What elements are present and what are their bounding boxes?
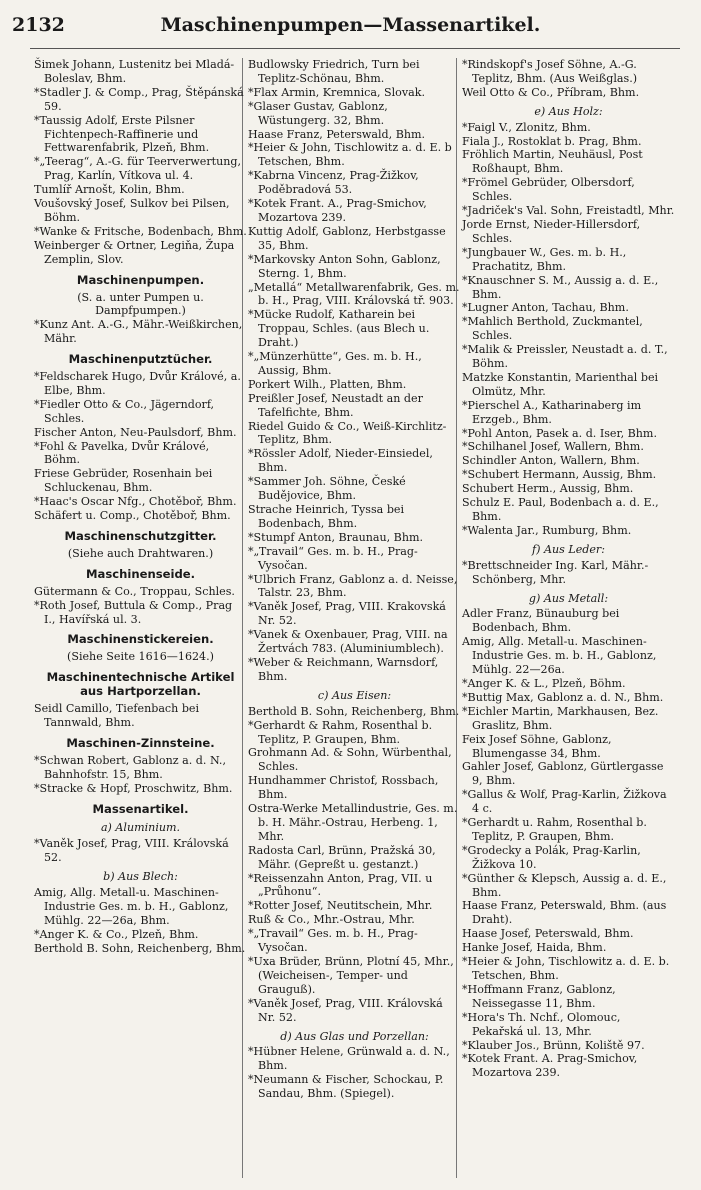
subsection-heading: e) Aus Holz: [534,104,603,118]
directory-entry: *„Teerag“, A.-G. für Teerverwertung, Prag, Karlín, Vítkova ul. 4. [34,155,242,183]
directory-entry: *Pohl Anton, Pasek a. d. Iser, Bhm. [462,426,657,440]
directory-entry: *Ulbrich Franz, Gablonz a. d. Neisse, Talstr. 23, Bhm. [248,572,458,600]
directory-entry: Hundhammer Christof, Rossbach, Bhm. [248,774,439,802]
section-heading: Maschinenschutzgitter. [64,529,217,543]
directory-entry: *„Travail“ Ges. m. b. H., Prag-Vysočan. [248,927,418,955]
directory-entry: *Malik & Preissler, Neustadt a. d. T., Böhm. [462,343,668,371]
column-left [34,58,247,956]
directory-entry: *Buttig Max, Gablonz a. d. N., Bhm. [462,690,664,704]
directory-entry: *Glaser Gustav, Gablonz, Wüstungerg. 32, Bhm. [248,99,388,127]
directory-entry: Budlowsky Friedrich, Turn bei Teplitz-Schönau, Bhm. [248,58,420,85]
directory-entry: Fröhlich Martin, Neuhäusl, Post Roßhaupt, Bhm. [462,148,643,176]
directory-entry: *Vaněk Josef, Prag, VIII. Krakovská Nr. 52. [248,600,446,628]
directory-entry: Strache Heinrich, Tyssa bei Bodenbach, Bhm. [248,503,405,530]
directory-entry: Grohmann Ad. & Sohn, Würbenthal, Schles. [248,746,452,774]
directory-entry: *Walenta Jar., Rumburg, Bhm. [462,523,632,537]
directory-entry: Schindler Anton, Wallern, Bhm. [462,454,640,468]
column-right [462,58,675,1080]
subsection-heading: f) Aus Leder: [532,542,605,556]
directory-entry: *Reissenzahn Anton, Prag, VII. u „Průhonu“. [248,871,433,899]
directory-entry: Adler Franz, Bünauburg bei Bodenbach, Bhm. [462,607,620,635]
directory-entry: *Wanke & Fritsche, Bodenbach, Bhm. [34,224,247,238]
directory-entry: *Schubert Hermann, Aussig, Bhm. [462,468,657,482]
directory-entry: *Klauber Jos., Brünn, Koliště 97. [462,1038,645,1052]
section-heading: Maschinenputztücher. [68,352,213,367]
column-middle [248,58,461,1101]
directory-entry: *Neumann & Fischer, Schockau, P. Sandau, Bhm. (Spiegel). [248,1073,444,1101]
directory-entry: *Feldscharek Hugo, Dvůr Králové, a. Elbe, Bhm. [34,370,241,397]
directory-entry: Weinberger & Ortner, Legiňa, Župa Zemplin, Slov. [34,238,235,266]
directory-entry: Šimek Johann, Lustenitz bei Mladá-Boleslav, Bhm. [34,58,235,85]
directory-entry: *Grodecky a Polák, Prag-Karlin, Žižkova 10. [462,843,641,871]
directory-entry: *Uxa Brüder, Brünn, Plotní 45, Mhr., (Weicheisen-, Temper- und Grauguß). [248,955,454,996]
directory-entry: Amig, Allg. Metall-u. Maschinen-Industrie Ges. m. b. H., Gablonz, Mühlg. 22—26a. [462,635,657,677]
directory-entry: Haase Franz, Peterswald, Bhm. (aus Draht). [462,899,667,927]
directory-entry: *Schilhanel Josef, Wallern, Bhm. [462,440,644,454]
note: (S. a. unter Pumpen u. Dampfpumpen.) [77,290,204,318]
directory-entry: *„Travail“ Ges. m. b. H., Prag-Vysočan. [248,544,418,572]
directory-entry: Radosta Carl, Brünn, Pražská 30, Mähr. (Gepreßt u. gestanzt.) [248,843,436,871]
directory-entry: Voušovský Josef, Sulkov bei Pilsen, Böhm. [34,197,230,224]
directory-entry: *Sammer Joh. Söhne, České Budějovice, Bhm. [248,475,406,503]
directory-entry: *Gallus & Wolf, Prag-Karlin, Žižkova 4 c. [462,788,667,816]
directory-entry: *Mahlich Berthold, Zuckmantel, Schles. [462,315,643,343]
directory-entry: *Fohl & Pavelka, Dvůr Králové, Böhm. [34,439,210,467]
directory-entry: *Heier & John, Tischlowitz a. d. E. b. Tetschen, Bhm. [462,955,670,982]
header-rule [30,48,680,49]
directory-entry: *Stadler J. & Comp., Prag, Štěpánská 59. [34,85,244,113]
directory-entry: *Kotek Frant. A. Prag-Smichov, Mozartova 239. [462,1052,638,1080]
directory-entry: *Frömel Gebrüder, Olbersdorf, Schles. [462,176,635,204]
directory-entry: Haase Franz, Peterswald, Bhm. [248,127,426,141]
directory-entry: *Roth Josef, Buttula & Comp., Prag I., Havířská ul. 3. [34,598,233,626]
subsection-heading: b) Aus Blech: [103,870,178,884]
directory-entry: *Brettschneider Ing. Karl, Mähr.-Schönberg, Mhr. [462,558,649,586]
directory-entry: *„Münzerhütte“, Ges. m. b. H., Aussig, Bhm. [248,350,422,377]
subsection-heading: c) Aus Eisen: [317,688,392,702]
directory-entry: *Gerhardt u. Rahm, Rosenthal b. Teplitz, P. Graupen, Bhm. [462,816,647,843]
directory-entry: *Stumpf Anton, Braunau, Bhm. [248,530,424,544]
directory-entry: *Hoffmann Franz, Gablonz, Neissegasse 11, Bhm. [462,982,616,1010]
directory-entry: *Anger K. & L., Plzeň, Böhm. [462,676,626,690]
section-heading: Massenartikel. [92,801,189,816]
directory-entry: Fischer Anton, Neu-Paulsdorf, Bhm. [34,425,237,439]
section-heading: Maschinentechnische Artikel aus Hartporzellan. [46,670,235,699]
section-heading: Maschinenseide. [85,566,196,581]
directory-entry: *Hübner Helene, Grünwald a. d. N., Bhm. [248,1045,450,1073]
section-heading: Maschinenpumpen. [76,272,205,287]
directory-entry: Seidl Camillo, Tiefenbach bei Tannwald, Bhm. [34,702,200,729]
directory-entry: *Knauschner S. M., Aussig a. d. E., Bhm. [462,273,659,301]
directory-entry: Schäfert u. Comp., Chotěboř, Bhm. [34,509,231,523]
subsection-heading: d) Aus Glas und Porzellan: [280,1029,429,1043]
directory-entry: *Stracke & Hopf, Proschwitz, Bhm. [34,781,233,795]
directory-entry: *Günther & Klepsch, Aussig a. d. E., Bhm. [462,871,667,899]
directory-entry: *Anger K. & Co., Plzeň, Bhm. [34,927,199,941]
directory-entry: *Lugner Anton, Tachau, Bhm. [462,301,629,315]
directory-entry: *Kunz Ant. A.-G., Mähr.-Weißkirchen, Mähr. [34,318,243,346]
directory-entry: *Rotter Josef, Neutitschein, Mhr. [248,899,433,913]
directory-entry: Preißler Josef, Neustadt an der Tafelfichte, Bhm. [248,391,423,419]
directory-entry: *Hora's Th. Nchf., Olomouc, Pekařská ul. 13, Mhr. [462,1010,621,1038]
subsection-heading: g) Aus Metall: [528,591,609,605]
directory-entry: Schulz E. Paul, Bodenbach a. d. E., Bhm. [462,496,659,523]
directory-entry: *Taussig Adolf, Erste Pilsner Fichtenpech-Raffinerie und Fettwarenfabrik, Plzeň, Bhm. [34,113,210,155]
page-header [0,10,701,50]
page-number: 2132 [12,14,65,36]
directory-entry: *Vaněk Josef, Prag, VIII. Královská Nr. 52. [248,996,443,1024]
directory-entry: Weil Otto & Co., Příbram, Bhm. [462,85,640,99]
note: (Siehe auch Drahtwaren.) [67,546,214,560]
directory-entry: Berthold B. Sohn, Reichenberg, Bhm. [34,941,246,955]
directory-entry: *Faigl V., Zlonitz, Bhm. [462,120,591,134]
directory-entry: Gütermann & Co., Troppau, Schles. [34,584,235,598]
directory-entry: *Rindskopf's Josef Söhne, A.-G. Teplitz, Bhm. (Aus Weißglas.) [462,58,638,85]
section-heading: Maschinen-Zinnsteine. [66,735,215,750]
directory-entry: Feix Josef Söhne, Gablonz, Blumengasse 34, Bhm. [462,732,612,760]
directory-entry: *Gerhardt & Rahm, Rosenthal b. Teplitz, P. Graupen, Bhm. [248,718,433,746]
directory-entry: Matzke Konstantin, Marienthal bei Olmütz, Mhr. [462,370,659,398]
directory-entry: *Flax Armin, Kremnica, Slovak. [248,85,425,99]
directory-entry: Gahler Josef, Gablonz, Gürtlergasse 9, Bhm. [462,760,664,788]
page-title: Maschinenpumpen—Massenartikel. [160,14,541,36]
directory-entry: Jorde Ernst, Nieder-Hillersdorf, Schles. [462,217,641,245]
directory-entry: Riedel Guido & Co., Weiß-Kirchlitz-Teplitz, Bhm. [248,419,447,447]
section-heading: Maschinenstickereien. [67,632,214,647]
directory-entry: *Jungbauer W., Ges. m. b. H., Prachatitz, Bhm. [462,245,627,273]
directory-entry: *Kabrna Vincenz, Prag-Žižkov, Poděbradová 53. [248,169,419,197]
directory-entry: Ostra-Werke Metallindustrie, Ges. m. b. H. Mähr.-Ostrau, Herbeng. 1, Mhr. [248,802,458,843]
directory-entry: *Rössler Adolf, Nieder-Einsiedel, Bhm. [248,447,433,475]
directory-entry: *Kotek Frant. A., Prag-Smichov, Mozartova 239. [248,197,427,224]
directory-entry: Schubert Herm., Aussig, Bhm. [462,482,634,496]
directory-entry: Haase Josef, Peterswald, Bhm. [462,927,634,941]
directory-entry: *Fiedler Otto & Co., Jägerndorf, Schles. [34,397,215,425]
directory-entry: Fiala J., Rostoklat b. Prag, Bhm. [462,134,642,148]
directory-entry: *Weber & Reichmann, Warnsdorf, Bhm. [248,655,439,683]
directory-entry: Kuttig Adolf, Gablonz, Herbstgasse 35, Bhm. [248,224,446,252]
directory-entry: Hanke Josef, Haida, Bhm. [462,941,607,955]
note: (Siehe Seite 1616—1624.) [67,650,214,664]
directory-entry: *Vaněk Josef, Prag, VIII. Královská 52. [34,837,229,865]
directory-entry: *Eichler Martin, Markhausen, Bez. Graslitz, Bhm. [462,704,659,732]
directory-entry: *Mücke Rudolf, Katharein bei Troppau, Schles. (aus Blech u. Draht.) [248,308,430,350]
directory-entry: Ruß & Co., Mhr.-Ostrau, Mhr. [248,913,415,927]
directory-entry: *Haac's Oscar Nfg., Chotěboř, Bhm. [34,495,237,509]
directory-entry: *Schwan Robert, Gablonz a. d. N., Bahnhofstr. 15, Bhm. [34,753,226,781]
directory-entry: Berthold B. Sohn, Reichenberg, Bhm. [248,704,460,718]
directory-entry: *Markovsky Anton Sohn, Gablonz, Sterng. 1, Bhm. [248,252,441,280]
directory-entry: „Metallá“ Metallwarenfabrik, Ges. m. b. H., Prag, VIII. Královská tř. 903. [248,280,460,308]
directory-entry: *Heier & John, Tischlowitz a. d. E. b Tetschen, Bhm. [248,141,452,169]
directory-entry: *Vanek & Oxenbauer, Prag, VIII. na Žertvách 783. (Aluminiumblech). [248,628,448,656]
subsection-heading: a) Aluminium. [100,821,181,835]
directory-entry: Tumlíř Arnošt, Kolin, Bhm. [34,183,185,197]
directory-entry: Porkert Wilh., Platten, Bhm. [248,377,407,391]
directory-entry: *Jadriček's Val. Sohn, Freistadtl, Mhr. [462,204,675,218]
directory-entry: Amig, Allg. Metall-u. Maschinen-Industrie Ges. m. b. H., Gablonz, Mühlg. 22—26a, Bhm. [34,886,229,927]
directory-entry: *Pierschel A., Katharinaberg im Erzgeb., Bhm. [462,398,642,426]
directory-entry: Friese Gebrüder, Rosenhain bei Schluckenau, Bhm. [34,467,213,495]
